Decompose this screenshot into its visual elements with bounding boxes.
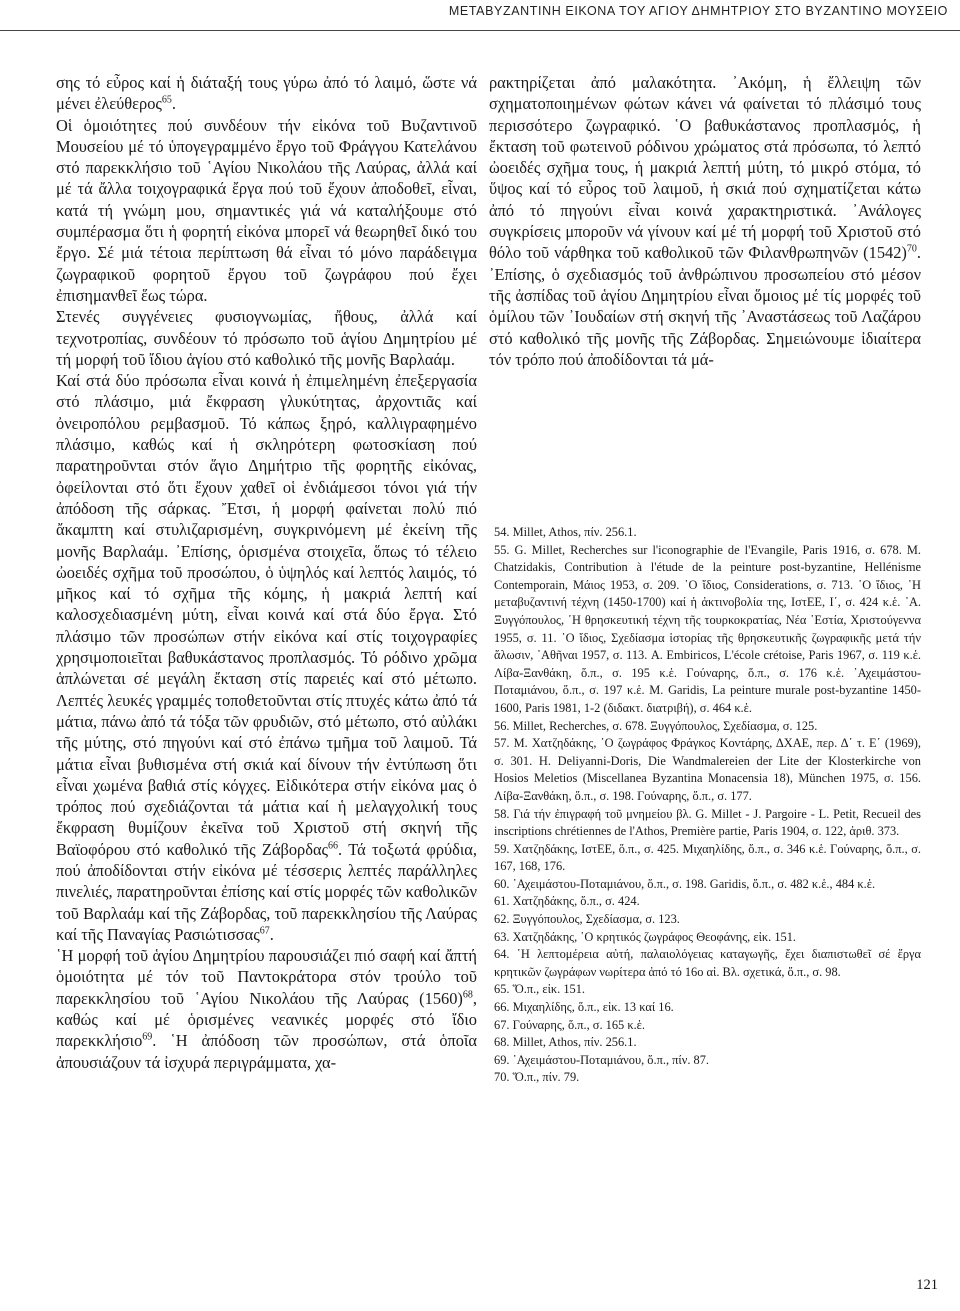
footnote-58: 58. Γιά τήν ἐπιγραφή τοῦ μνημείου βλ. G. Millet - J. Pargoire - L. Petit, Recueil des inscriptions chrétiennes de l'Athos, Première partie, Paris 1904, σ. 122, ἀριθ. 373. bbox=[494, 806, 921, 839]
paragraph-3: Στενές συγγένειες φυσιογνωμίας, ἤθους, ἀλλά καί τεχνοτροπίας, συνδέουν τό πρόσωπο τοῦ ἁγίου Δημητρίου μέ τή μορφή τοῦ ἴδιου ἁγίου στό καθολικό τῆς μονῆς Βαρλαάμ. bbox=[56, 307, 477, 369]
text: ῾Η μορφή τοῦ ἁγίου Δημητρίου παρουσιάζει πιό σαφή καί ἄπτή ὁμοιότητα μέ τόν τοῦ Παντοκράτορα στόν τρούλο τοῦ παρεκκλησίου τοῦ ῾Αγίου Νικολάου τῆς Λαύρας (1560) bbox=[56, 946, 477, 1008]
footnote-66: 66. Μιχαηλίδης, ὅ.π., εἰκ. 13 καί 16. bbox=[494, 1000, 674, 1015]
text: . ᾽Επίσης, ὁ σχεδιασμός τοῦ ἀνθρώπινου προσωπείου στό μέσον τῆς ἀσπίδας τοῦ ἁγίου Δημητρίου εἶναι ὅμοιος μέ τίς μορφές τοῦ ὁμίλου τῶν ᾽Ιουδαίων στή σκηνή τῆς ᾽Αναστάσεως τοῦ Λαζάρου στό καθολικό τῆς μονῆς τῆς Ζάβορδας. Σημειώνουμε ἰδιαίτερα τόν τρόπο πού ἀποδίδονται τά μά- bbox=[489, 243, 921, 369]
footnote-55: 55. G. Millet, Recherches sur l'iconographie de l'Evangile, Paris 1916, σ. 678. M. Chatzidakis, Contribution à l'étude de la peinture post-byzantine, Hellénisme Contemporain, Μάιος 1953, σ. 209. ῾Ο ἴδιος, Considerations, σ. 713. ῾Ο ἴδιος, ῾Η μεταβυζαντινή τέχνη (1450-1700) καί ἡ ἀκτινοβολία της, ΙστΕΕ, Ι΄, σ. 424 κ.ἑ. ᾽Α. Ξυγγόπουλος, ῾Η θρησκευτική τέχνη τῆς τουρκοκρατίας, Νέα ῾Εστία, Χριστούγεννα 1955, σ. 11. ῾Ο ἴδιος, Σχεδίασμα ἱστορίας τῆς θρησκευτικῆς ζωγραφικῆς μετά τήν ἅλωσιν, ᾽Αθῆναι 1957, σ. 113. A. Embiricos, L'école crétoise, Paris 1967, σ. 119 κ.ἑ. Λίβα-Ξανθάκη, ὅ.π., σ. 195 κ.ἑ. Γούναρης, ὅ.π., σ. 176 κ.ἑ. ᾽Αχειμάστου-Ποταμιάνου, ὅ.π., σ. 197 κ.ἑ. M. Garidis, La peinture murale post-byzantine 1450-1600, Paris 1981, 1-2 (διδακτ. διατριβή), σ. 464 κ.ἑ. bbox=[494, 542, 921, 715]
footnote-62: 62. Ξυγγόπουλος, Σχεδίασμα, σ. 123. bbox=[494, 912, 680, 927]
footnote-ref-69[interactable]: 69 bbox=[142, 1031, 153, 1043]
header-rule bbox=[0, 30, 960, 31]
footnote-60: 60. ᾽Αχειμάστου-Ποταμιάνου, ὅ.π., σ. 198. Garidis, ὅ.π., σ. 482 κ.ἑ., 484 κ.ἑ. bbox=[494, 876, 876, 891]
footnote-63: 63. Χατζηδάκης, ῾Ο κρητικός ζωγράφος Θεοφάνης, εἰκ. 151. bbox=[494, 929, 797, 944]
footnote-65: 65. Ὅ.π., εἰκ. 151. bbox=[494, 982, 586, 997]
text: , καθώς καί μέ ὁρισμένες νεανικές μορφές στό ἴδιο παρεκκλήσιο bbox=[56, 988, 477, 1051]
paragraph-2: Οἱ ὁμοιότητες πού συνδέουν τήν εἰκόνα τοῦ Βυζαντινοῦ Μουσείου μέ τό ὑπογεγραμμένο ἔργο τοῦ Φράγγου Κατελάνου στό παρεκκλήσιο τοῦ ῾Αγίου Νικολάου τῆς Λαύρας, ἀλλά καί μέ τά ἄλλα τοιχογραφικά ἔργα πού τοῦ ἔχουν ἀποδοθεῖ, εἶναι, κατά τή γνώμη μου, σημαντικές γιά νά καταλήξουμε στό συμπέρασμα ὅτι ἡ φορητή εἰκόνα μπορεῖ νά θεωρηθεῖ δικό του ἔργο. Σέ μιά τέτοια περίπτωση θά εἶναι τό μόνο παράδειγμα ζωγραφικοῦ φορητοῦ ἔργου τοῦ ζωγράφου πού ἔχει ἐπισημανθεῖ ἕως τώρα. bbox=[56, 115, 477, 305]
footnotes bbox=[494, 524, 921, 1087]
running-head: ΜΕΤΑΒΥΖΑΝΤΙΝΗ ΕΙΚΟΝΑ ΤΟΥ ΑΓΙΟΥ ΔΗΜΗΤΡΙΟΥ ΣΤΟ ΒΥΖΑΝΤΙΝΟ ΜΟΥΣΕΙΟ bbox=[448, 4, 948, 18]
footnote-59: 59. Χατζηδάκης, ΙστΕΕ, ὅ.π., σ. 425. Μιχαηλίδης, ὅ.π., σ. 346 κ.ἑ. Γούναρης, ὅ.π., σ. 167, 168, 176. bbox=[494, 841, 921, 874]
footnote-ref-65[interactable]: 65 bbox=[161, 94, 172, 106]
paragraph-1 bbox=[56, 72, 477, 115]
footnote-56: 56. Millet, Recherches, σ. 678. Ξυγγόπουλος, Σχεδίασμα, σ. 125. bbox=[494, 718, 818, 733]
footnote-ref-66[interactable]: 66 bbox=[328, 840, 339, 852]
text: . Τά τοξωτά φρύδια, πού ἀποδίδονται στήν εἰκόνα μέ τέσσερις λεπτές παράλληλες πινελιές, παρατηροῦνται ἐπίσης καί στίς μορφές τῶν καθολικῶν τοῦ Βαρλαάμ καί τῆς Ζάβορδας, τοῦ παρεκκλησίου τῆς Λαύρας καί τῆς Παναγίας Ρασιώτισσας bbox=[56, 839, 477, 944]
text: . bbox=[171, 94, 177, 114]
text: ρακτηρίζεται ἀπό μαλακότητα. ᾽Ακόμη, ἡ ἔλλειψη τῶν σχηματοποιημένων φώτων κάνει νά φαίνεται τό πλάσιμό τους περισσότερο ζωγραφικό. ῾Ο βαθυκάστανος προπλασμός, ἡ ἔκταση τοῦ φωτεινοῦ ρόδινου χρώματος στά πρόσωπα, τό λεπτό ὠοειδές σχῆμα τους, ἡ μακριά λεπτή μύτη, τό μικρό στόμα, τό ὕψος καί τό εὖρος τοῦ λαιμοῦ, ἡ σκιά πού σχηματίζεται κάτω ἀπό τό πηγούνι εἶναι κοινά χαρακτηριστικά. ᾽Ανάλογες συγκρίσεις μποροῦν νά γίνουν καί μέ τή μορφή τοῦ Χριστοῦ στό θόλο τοῦ νάρθηκα τοῦ καθολικοῦ τῶν Φιλανθρωπηνῶν (1542) bbox=[489, 73, 921, 263]
text: . ῾Η ἀπόδοση τῶν προσώπων, στά ὁποῖα ἀπουσιάζουν τά ἰσχυρά περιγράμματα, χα- bbox=[56, 1031, 477, 1072]
footnote-67: 67. Γούναρης, ὅ.π., σ. 165 κ.ἑ. bbox=[494, 1017, 645, 1032]
paragraph-6 bbox=[489, 72, 921, 370]
footnote-61: 61. Χατζηδάκης, ὅ.π., σ. 424. bbox=[494, 894, 640, 909]
footnote-70: 70. Ὅ.π., πίν. 79. bbox=[494, 1070, 580, 1085]
footnote-68: 68. Millet, Athos, πίν. 256.1. bbox=[494, 1035, 637, 1050]
footnote-64: 64. ῾Η λεπτομέρεια αὐτή, παλαιολόγειας καταγωγῆς, ἔχει διαπιστωθεῖ σέ ἔργα κρητικῶν ζωγράφων νωρίτερα ἀπό τό 16ο αἰ. Βλ. σχετικά, ὅ.π., σ. 98. bbox=[494, 947, 921, 979]
footnote-57: 57. M. Χατζηδάκης, ῾Ο ζωγράφος Φράγκος Κοντάρης, ΔΧΑΕ, περ. Δ΄ τ. Ε΄ (1969), σ. 301. H. Deliyanni-Doris, Die Wandmalereien der Lite der Klosterkirche von Hosios Meletios (Miscellanea Byzantina Monacensia 18), München 1975, σ. 156. Λίβα-Ξανθάκη, ὅ.π., σ. 198. Γούναρης, ὅ.π., σ. 177. bbox=[494, 736, 921, 803]
text: . bbox=[269, 924, 274, 944]
footnote-ref-67[interactable]: 67 bbox=[259, 925, 270, 937]
footnote-54: 54. Millet, Athos, πίν. 256.1. bbox=[494, 525, 637, 539]
footnote-69: 69. ᾽Αχειμάστου-Ποταμιάνου, ὅ.π., πίν. 87. bbox=[494, 1052, 710, 1067]
paragraph-4 bbox=[56, 370, 477, 945]
footnote-ref-70[interactable]: 70 bbox=[906, 243, 917, 255]
left-column bbox=[56, 72, 477, 1073]
text: Καί στά δύο πρόσωπα εἶναι κοινά ἡ ἐπιμελημένη ἐπεξεργασία στό πλάσιμο, μιά ἔκφραση γλυκύτητας, ἀρχοντιᾶς καί ὀνειροπόλου ρεμβασμοῦ. Τό κάπως ξηρό, καλλιγραφημένο πλάσιμο, καθώς καί ἡ σκληρότερη φωτοσκίαση πού παρατηροῦνται στόν ἅγιο Δημήτριο τῆς φορητῆς εἰκόνας, ὀφείλονται στό ὅτι ἔχουν χαθεῖ οἱ ἐνδιάμεσοι τόνοι γιά τήν ἀπόδοση τῆς σάρκας. Ἔτσι, ἡ μορφή φαίνεται πολύ πιό ἄκαμπτη καί στυλιζαρισμένη, συγκρινόμενη μέ ἐκείνη τῆς μονῆς Βαρλαάμ. ᾽Επίσης, ὁρισμένα στοιχεῖα, ὅπως τό τέλειο ὠοειδές σχῆμα τοῦ προσώπου, ὁ ὑψηλός καί λεπτός λαιμός, τό μῆκος καί τό σχῆμα τῆς κόμης, ἡ μακριά λεπτή καί καλοσχεδιασμένη μύτη, εἶναι κοινά καί στά δύο ἔργα. Στό πλάσιμο τῶν προσώπων στήν εἰκόνα καί στίς τοιχογραφίες χρησιμοποιεῖται βαθυκάστανος προπλασμός. Τό ρόδινο χρῶμα ἁπλώνεται σέ μεγάλη ἔκταση στίς παρειές καί στό μέτωπο. Λεπτές λευκές γραμμές τοποθετοῦνται στίς πτυχές κάτω ἀπό τά μάτια, πάνω ἀπό τά τόξα τῶν φρυδιῶν, στό μέτωπο, στό αὐλάκι τῆς μύτης, στό πηγούνι καί στό ἐπάνω τμῆμα τοῦ λαιμοῦ. Τά μάτια εἶναι βυθισμένα στή σκιά καί δίνουν τήν ἐντύπωση ὅτι εἶναι χωμένα βαθιά στίς κόγχες. Εἰδικότερα στήν εἰκόνα μας ὁ τρόπος πού σχεδιάζονται τά μάτια καί ἡ μελαγχολική τους ἔκφραση θυμίζουν ἐκεῖνα τοῦ Χριστοῦ στή σκηνή τῆς Βαϊοφόρου στό καθολικό τῆς Ζάβορδας bbox=[56, 371, 477, 859]
footnote-ref-68[interactable]: 68 bbox=[462, 989, 473, 1001]
paragraph-5 bbox=[56, 945, 477, 1073]
right-column bbox=[489, 72, 921, 370]
text: σης τό εὖρος καί ἡ διάταξή τους γύρω ἀπό τό λαιμό, ὥστε νά μένει ἐλεύθερος bbox=[56, 73, 477, 114]
page-number: 121 bbox=[916, 1277, 938, 1293]
